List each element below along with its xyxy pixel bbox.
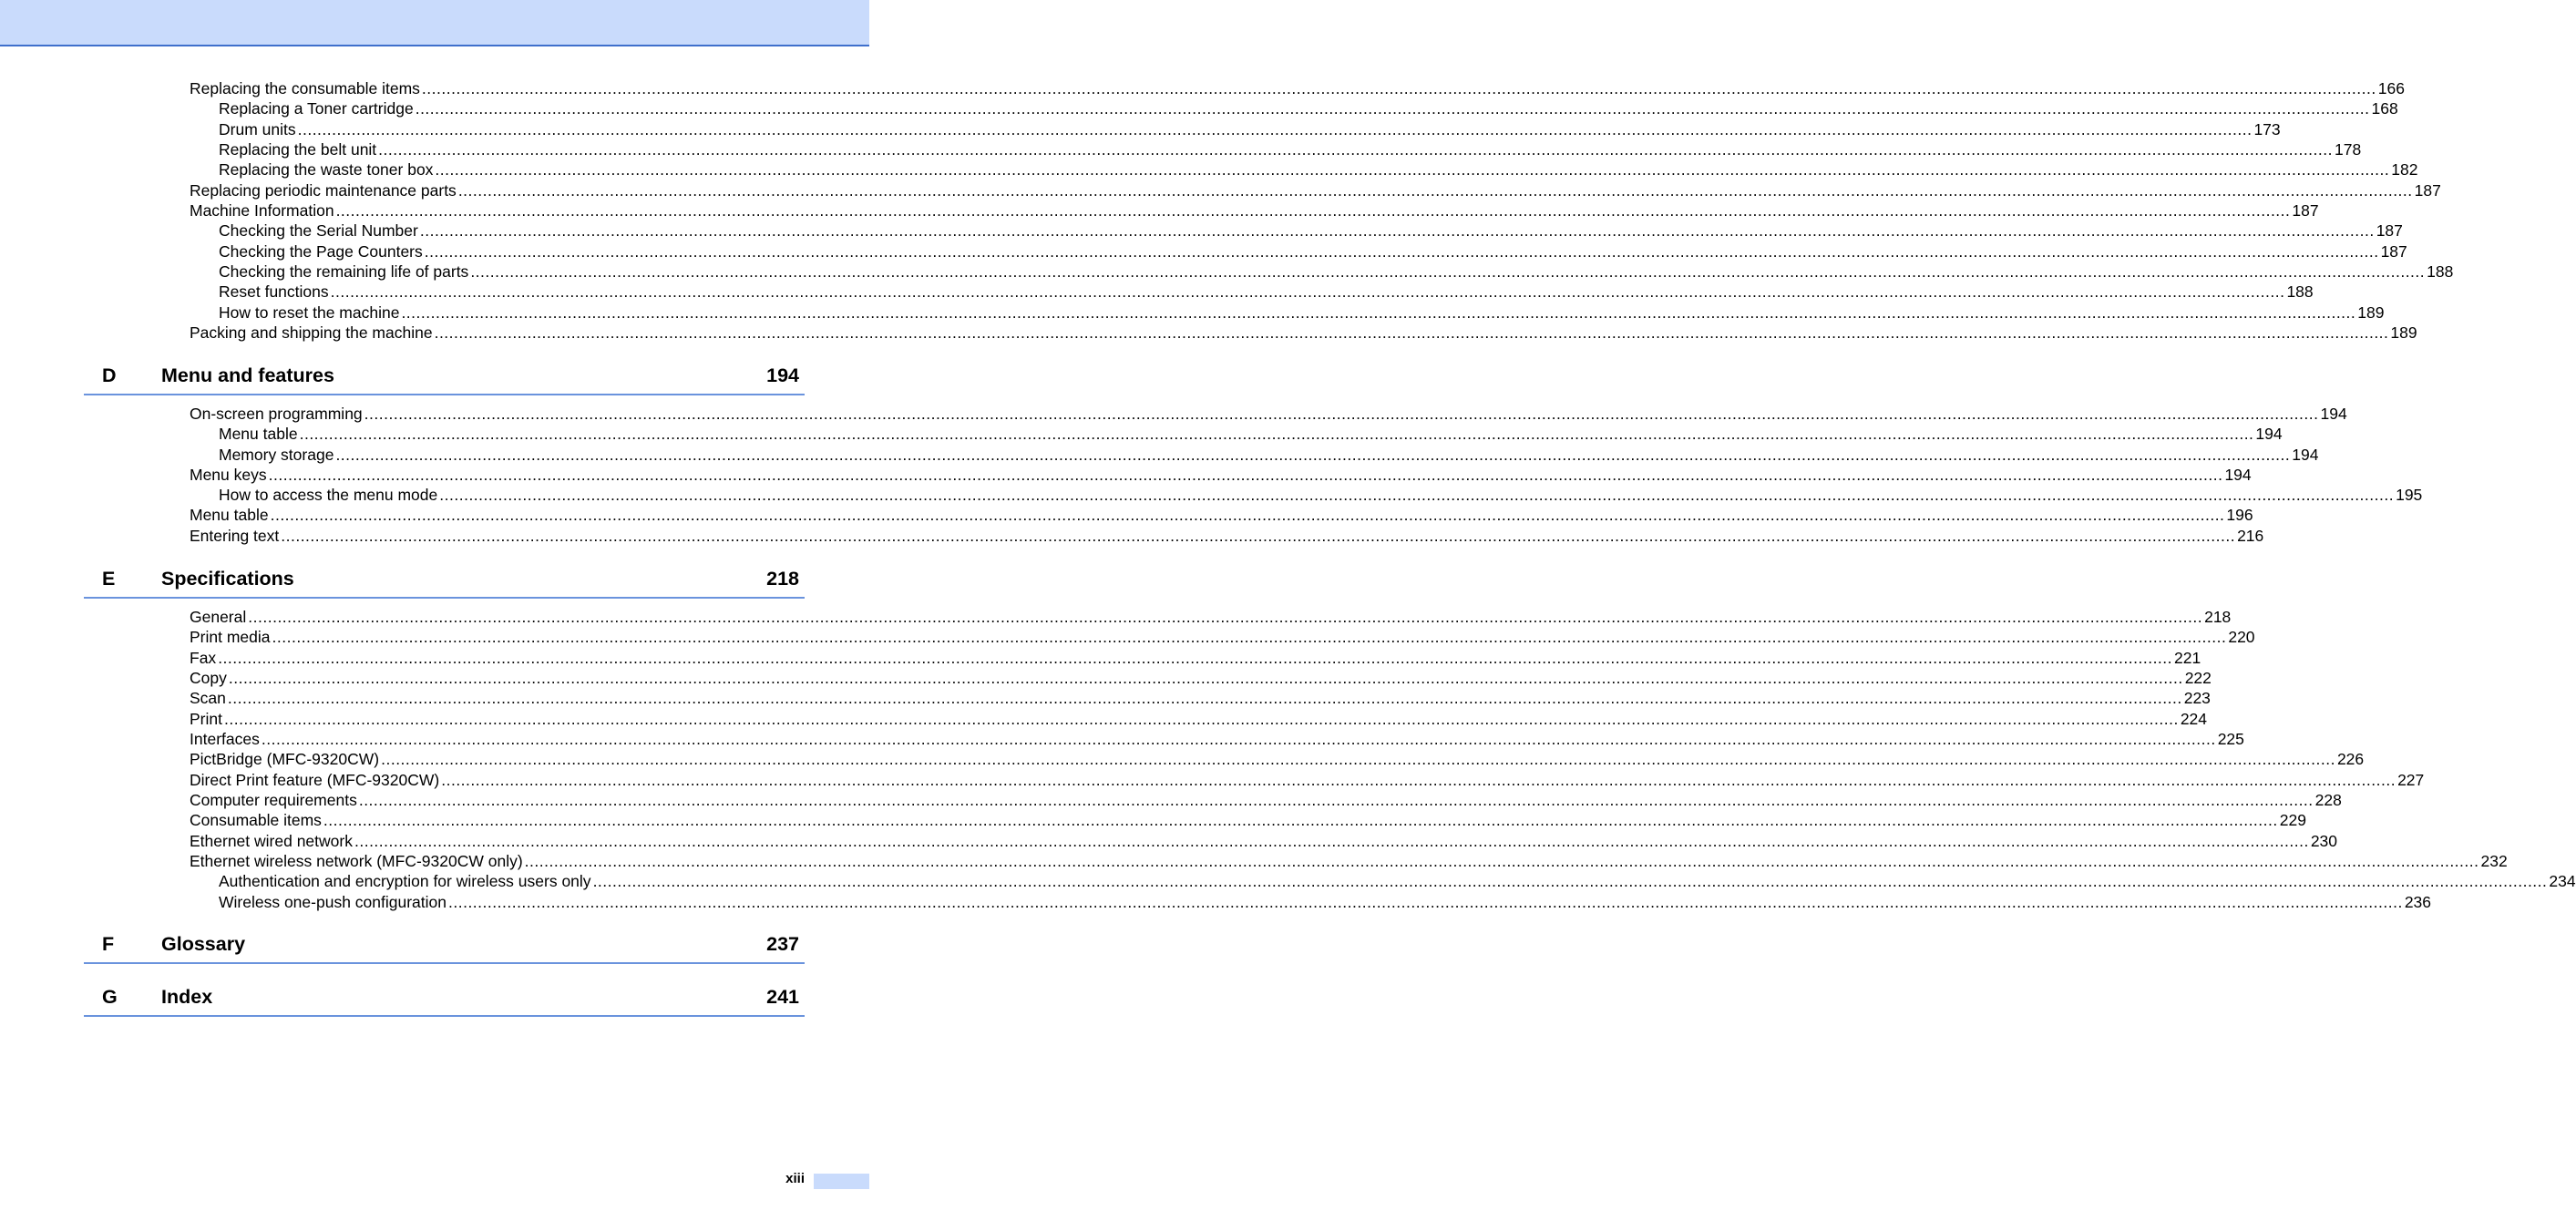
- leader-dots: ................................................................................................................................................................................................................................................................................................................................................................................................................: [470, 262, 2426, 281]
- entry-page-number: 187: [2376, 221, 2403, 240]
- entry-page-number: 234: [2549, 872, 2576, 890]
- entry-title: Replacing the belt unit: [219, 140, 377, 159]
- leader-dots: ................................................................................................................................................................................................................................................................................................................................................................................................................: [335, 446, 2291, 464]
- leader-dots: ................................................................................................................................................................................................................................................................................................................................................................................................................: [261, 730, 2216, 748]
- entry-title: PictBridge (MFC-9320CW): [190, 750, 380, 768]
- toc-entry[interactable]: [190, 323, 2417, 343]
- leader-dots: ................................................................................................................................................................................................................................................................................................................................................................................................................: [227, 689, 2182, 707]
- entry-page-number: 222: [2184, 669, 2212, 687]
- toc-subentry[interactable]: [219, 241, 2407, 262]
- toc-entry[interactable]: [190, 709, 2208, 729]
- chapter-page-number: 237: [766, 933, 799, 955]
- toc-subentry[interactable]: [219, 282, 2314, 302]
- leader-dots: ................................................................................................................................................................................................................................................................................................................................................................................................................: [439, 486, 2395, 504]
- leader-dots: ................................................................................................................................................................................................................................................................................................................................................................................................................: [434, 323, 2389, 342]
- leader-dots: ................................................................................................................................................................................................................................................................................................................................................................................................................: [323, 811, 2278, 829]
- entry-title: Copy: [190, 669, 227, 687]
- entry-page-number: 189: [2390, 323, 2417, 342]
- chapter-letter: D: [102, 364, 117, 386]
- toc-entry[interactable]: [190, 526, 2264, 546]
- leader-dots: ................................................................................................................................................................................................................................................................................................................................................................................................................: [381, 750, 2335, 768]
- leader-dots: ................................................................................................................................................................................................................................................................................................................................................................................................................: [218, 649, 2173, 667]
- toc-subentry[interactable]: [219, 445, 2319, 465]
- toc-subentry[interactable]: [219, 871, 2576, 891]
- entry-page-number: 188: [2427, 262, 2454, 281]
- leader-dots: ................................................................................................................................................................................................................................................................................................................................................................................................................: [228, 669, 2183, 687]
- toc-entry[interactable]: [190, 180, 2441, 200]
- entry-title: Drum units: [219, 120, 296, 138]
- chapter-title: Index: [161, 986, 213, 1008]
- chapter-heading[interactable]: [84, 929, 805, 964]
- chapter-page-number: 218: [766, 568, 799, 590]
- leader-dots: ................................................................................................................................................................................................................................................................................................................................................................................................................: [421, 79, 2376, 97]
- chapter-letter: F: [102, 933, 115, 955]
- leader-dots: ................................................................................................................................................................................................................................................................................................................................................................................................................: [378, 140, 2333, 159]
- page-number: xiii: [785, 1171, 805, 1186]
- chapter-page-number: 241: [766, 986, 799, 1008]
- entry-title: Replacing periodic maintenance parts: [190, 181, 457, 200]
- leader-dots: ................................................................................................................................................................................................................................................................................................................................................................................................................: [223, 710, 2179, 728]
- entry-title: Menu table: [190, 506, 269, 524]
- toc-entry[interactable]: [190, 729, 2244, 749]
- entry-title: Packing and shipping the machine: [190, 323, 433, 342]
- entry-title: Checking the Serial Number: [219, 221, 418, 240]
- toc-subentry[interactable]: [219, 892, 2432, 912]
- leader-dots: ................................................................................................................................................................................................................................................................................................................................................................................................................: [457, 181, 2413, 200]
- entry-title: Ethernet wired network: [190, 832, 353, 850]
- footer-tab: [814, 1174, 869, 1189]
- leader-dots: ................................................................................................................................................................................................................................................................................................................................................................................................................: [297, 120, 2253, 138]
- entry-title: Entering text: [190, 527, 280, 545]
- leader-dots: ................................................................................................................................................................................................................................................................................................................................................................................................................: [364, 405, 2319, 423]
- toc-entry[interactable]: [190, 790, 2342, 810]
- toc-entry[interactable]: [190, 810, 2306, 830]
- entry-page-number: 188: [2286, 282, 2314, 301]
- toc-subentry[interactable]: [219, 303, 2385, 323]
- entry-page-number: 166: [2377, 79, 2405, 97]
- toc-subentry[interactable]: [219, 159, 2418, 180]
- leader-dots: ................................................................................................................................................................................................................................................................................................................................................................................................................: [592, 872, 2548, 890]
- entry-page-number: 221: [2174, 649, 2201, 667]
- leader-dots: ................................................................................................................................................................................................................................................................................................................................................................................................................: [448, 893, 2403, 911]
- entry-page-number: 228: [2314, 791, 2342, 809]
- entry-page-number: 187: [2380, 242, 2407, 261]
- leader-dots: ................................................................................................................................................................................................................................................................................................................................................................................................................: [299, 425, 2254, 443]
- entry-page-number: 226: [2336, 750, 2365, 768]
- entry-page-number: 189: [2357, 303, 2385, 322]
- toc-entry[interactable]: [190, 404, 2347, 424]
- entry-title: Ethernet wireless network (MFC-9320CW only): [190, 852, 523, 870]
- entry-title: Print: [190, 710, 222, 728]
- entry-page-number: 225: [2217, 730, 2244, 748]
- toc-entry[interactable]: [190, 851, 2508, 871]
- entry-title: Replacing the waste toner box: [219, 160, 434, 179]
- toc-entry[interactable]: [190, 607, 2232, 627]
- toc-subentry[interactable]: [219, 119, 2281, 139]
- leader-dots: ................................................................................................................................................................................................................................................................................................................................................................................................................: [281, 527, 2236, 545]
- toc-entry[interactable]: [190, 200, 2319, 221]
- chapter-heading[interactable]: [84, 982, 805, 1017]
- leader-dots: ................................................................................................................................................................................................................................................................................................................................................................................................................: [335, 201, 2291, 220]
- toc-entry[interactable]: [190, 627, 2255, 647]
- leader-dots: ................................................................................................................................................................................................................................................................................................................................................................................................................: [424, 242, 2379, 261]
- leader-dots: ................................................................................................................................................................................................................................................................................................................................................................................................................: [330, 282, 2285, 301]
- toc-entry[interactable]: [190, 668, 2212, 688]
- entry-title: Direct Print feature (MFC-9320CW): [190, 771, 440, 789]
- entry-page-number: 236: [2404, 893, 2432, 911]
- entry-page-number: 224: [2180, 710, 2208, 728]
- toc-entry[interactable]: [190, 505, 2253, 525]
- entry-page-number: 168: [2371, 99, 2398, 118]
- entry-page-number: 216: [2237, 527, 2264, 545]
- toc-subentry[interactable]: [219, 221, 2403, 241]
- leader-dots: ................................................................................................................................................................................................................................................................................................................................................................................................................: [441, 771, 2396, 789]
- entry-title: Replacing a Toner cartridge: [219, 99, 414, 118]
- entry-page-number: 187: [2414, 181, 2441, 200]
- entry-title: Fax: [190, 649, 217, 667]
- chapter-heading[interactable]: [84, 361, 805, 395]
- entry-title: Menu table: [219, 425, 298, 443]
- toc-entry[interactable]: [190, 465, 2252, 485]
- entry-title: General: [190, 608, 247, 626]
- entry-page-number: 178: [2335, 140, 2362, 159]
- leader-dots: ................................................................................................................................................................................................................................................................................................................................................................................................................: [524, 852, 2479, 870]
- leader-dots: ................................................................................................................................................................................................................................................................................................................................................................................................................: [248, 608, 2203, 626]
- leader-dots: ................................................................................................................................................................................................................................................................................................................................................................................................................: [358, 791, 2314, 809]
- leader-dots: ................................................................................................................................................................................................................................................................................................................................................................................................................: [354, 832, 2309, 850]
- entry-page-number: 229: [2279, 811, 2306, 829]
- entry-title: Print media: [190, 628, 271, 646]
- entry-title: Authentication and encryption for wireless users only: [219, 872, 591, 890]
- entry-page-number: 194: [2320, 405, 2347, 423]
- entry-page-number: 195: [2396, 486, 2423, 504]
- entry-page-number: 182: [2391, 160, 2418, 179]
- chapter-title: Glossary: [161, 933, 246, 955]
- entry-title: Reset functions: [219, 282, 329, 301]
- toc-subentry[interactable]: [219, 485, 2423, 505]
- entry-title: How to access the menu mode: [219, 486, 438, 504]
- toc-entry[interactable]: [190, 831, 2338, 851]
- entry-title: Machine Information: [190, 201, 334, 220]
- entry-page-number: 173: [2253, 120, 2281, 138]
- toc-entry[interactable]: [190, 770, 2425, 790]
- entry-page-number: 194: [2224, 466, 2252, 484]
- toc-entry[interactable]: [190, 648, 2201, 668]
- toc-entry[interactable]: [190, 78, 2405, 98]
- entry-title: On-screen programming: [190, 405, 363, 423]
- entry-page-number: 196: [2226, 506, 2253, 524]
- entry-page-number: 223: [2183, 689, 2211, 707]
- leader-dots: ................................................................................................................................................................................................................................................................................................................................................................................................................: [435, 160, 2390, 179]
- entry-title: Wireless one-push configuration: [219, 893, 446, 911]
- entry-page-number: 230: [2310, 832, 2338, 850]
- entry-page-number: 194: [2292, 446, 2319, 464]
- entry-title: How to reset the machine: [219, 303, 400, 322]
- leader-dots: ................................................................................................................................................................................................................................................................................................................................................................................................................: [419, 221, 2375, 240]
- chapter-heading[interactable]: [84, 564, 805, 599]
- entry-title: Menu keys: [190, 466, 267, 484]
- entry-page-number: 227: [2397, 771, 2425, 789]
- toc-subentry[interactable]: [219, 98, 2398, 118]
- chapter-title: Menu and features: [161, 364, 334, 386]
- entry-page-number: 218: [2204, 608, 2232, 626]
- chapter-letter: E: [102, 568, 116, 590]
- entry-page-number: 194: [2255, 425, 2283, 443]
- entry-page-number: 220: [2228, 628, 2255, 646]
- entry-title: Interfaces: [190, 730, 260, 748]
- toc-entry[interactable]: [190, 749, 2365, 769]
- entry-title: Replacing the consumable items: [190, 79, 420, 97]
- leader-dots: ................................................................................................................................................................................................................................................................................................................................................................................................................: [268, 466, 2223, 484]
- entry-page-number: 232: [2480, 852, 2508, 870]
- entry-title: Checking the Page Counters: [219, 242, 423, 261]
- chapter-title: Specifications: [161, 568, 294, 590]
- entry-title: Memory storage: [219, 446, 334, 464]
- chapter-page-number: 194: [766, 364, 799, 386]
- header-band: [0, 0, 869, 46]
- entry-title: Checking the remaining life of parts: [219, 262, 469, 281]
- entry-title: Consumable items: [190, 811, 322, 829]
- leader-dots: ................................................................................................................................................................................................................................................................................................................................................................................................................: [401, 303, 2356, 322]
- leader-dots: ................................................................................................................................................................................................................................................................................................................................................................................................................: [270, 506, 2225, 524]
- toc-subentry[interactable]: [219, 139, 2362, 159]
- toc-subentry[interactable]: [219, 262, 2454, 282]
- toc-subentry[interactable]: [219, 424, 2283, 444]
- entry-page-number: 187: [2292, 201, 2319, 220]
- leader-dots: ................................................................................................................................................................................................................................................................................................................................................................................................................: [272, 628, 2227, 646]
- leader-dots: ................................................................................................................................................................................................................................................................................................................................................................................................................: [415, 99, 2370, 118]
- toc-entry[interactable]: [190, 688, 2211, 708]
- entry-title: Scan: [190, 689, 226, 707]
- entry-title: Computer requirements: [190, 791, 357, 809]
- chapter-letter: G: [102, 986, 118, 1008]
